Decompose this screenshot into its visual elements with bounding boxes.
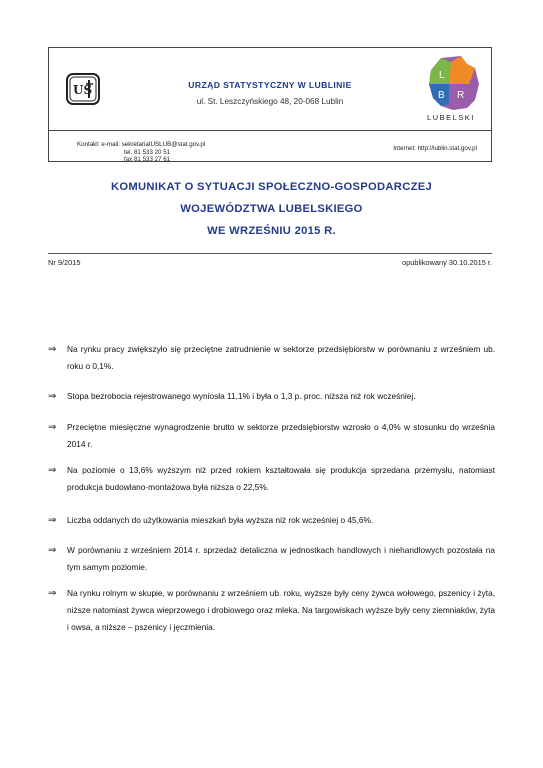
list-item-text: Na rynku rolnym w skupie, w porównaniu z wrześniem ub. roku, wyższe były ceny żywca wołowego, pszenicy i żyta, niższe natomiast żywca wieprzowego i drobiowego oraz mleka. Na targowiskach wyższe były ceny ziemniaków, żyta i owsa, a niższe – pszenicy i jęczmienia. bbox=[67, 588, 495, 632]
issue-number: Nr 9/2015 bbox=[48, 258, 81, 267]
contact-block bbox=[77, 141, 205, 164]
list-item bbox=[48, 512, 495, 529]
list-item bbox=[48, 419, 495, 453]
arrow-icon: ⇒ bbox=[48, 344, 57, 355]
office-title: URZĄD STATYSTYCZNY W LUBLINIE bbox=[188, 80, 352, 90]
title-line-2: WOJEWÓDZTWA LUBELSKIEGO bbox=[180, 203, 363, 215]
arrow-icon: ⇒ bbox=[48, 588, 57, 599]
title-line-1: KOMUNIKAT O SYTUACJI SPOŁECZNO-GOSPODARCZEJ bbox=[111, 181, 432, 193]
lubelski-logo-letter-b: B bbox=[438, 90, 445, 101]
arrow-icon: ⇒ bbox=[48, 391, 57, 402]
lubelski-logo-letter-r: R bbox=[457, 90, 465, 101]
internet-address: Internet: http://lublin.stat.gov.pl bbox=[393, 145, 477, 152]
office-address: ul. St. Leszczyńskiego 48, 20-068 Lublin bbox=[196, 97, 344, 106]
lubelski-logo-letter-l: L bbox=[439, 70, 445, 81]
us-stat-logo-text: US bbox=[73, 83, 93, 97]
list-item-text: W porównaniu z wrześniem 2014 r. sprzedaż detaliczna w jednostkach handlowych i niehandlowych pozostała na tym samym poziomie. bbox=[67, 545, 495, 572]
arrow-icon: ⇒ bbox=[48, 515, 57, 526]
arrow-icon: ⇒ bbox=[48, 422, 57, 433]
list-item bbox=[48, 585, 495, 636]
arrow-icon: ⇒ bbox=[48, 545, 57, 556]
arrow-icon: ⇒ bbox=[48, 465, 57, 476]
list-item-text: Przeciętne miesięczne wynagrodzenie brutto w sektorze przedsiębiorstw wzrosło o 4,0% w stosunku do września 2014 r. bbox=[67, 422, 495, 449]
list-item-text: Na rynku pracy zwiększyło się przeciętne zatrudnienie w sektorze przedsiębiorstw w porównaniu z wrześniem ub. roku o 0,1%. bbox=[67, 344, 495, 371]
contact-fax: fax 81 533 27 61 bbox=[124, 156, 171, 164]
lubelski-logo-text: LUBELSKI bbox=[427, 113, 475, 122]
list-item bbox=[48, 388, 495, 405]
list-item-text: Liczba oddanych do użytkowania mieszkań była wyższa niż rok wcześniej o 45,6%. bbox=[67, 515, 374, 525]
contact-email: Kontakt: e-mail: sekretariatUSLUB@stat.gov.pl bbox=[77, 141, 206, 148]
list-item-text: Stopa bezrobocia rejestrowanego wyniosła 11,1% i była o 1,3 p. proc. niższa niż rok wcześniej. bbox=[67, 391, 416, 401]
list-item bbox=[48, 542, 495, 576]
list-item bbox=[48, 462, 495, 496]
list-item bbox=[48, 341, 495, 375]
title-line-3: WE WRZEŚNIU 2015 R. bbox=[207, 225, 336, 237]
letterhead bbox=[48, 47, 492, 162]
contact-tel: tel. 81 533 20 51 bbox=[124, 148, 171, 156]
publication-date: opublikowany 30.10.2015 r. bbox=[402, 258, 492, 267]
lubelski-logo bbox=[423, 54, 481, 126]
meta-divider bbox=[48, 253, 492, 254]
letterhead-divider bbox=[49, 130, 491, 131]
list-item-text: Na poziomie o 13,6% wyższym niż przed rokiem kształtowała się produkcja sprzedana przemysłu, natomiast produkcja budowlano-montażowa była niższa o 22,5%. bbox=[67, 465, 495, 492]
